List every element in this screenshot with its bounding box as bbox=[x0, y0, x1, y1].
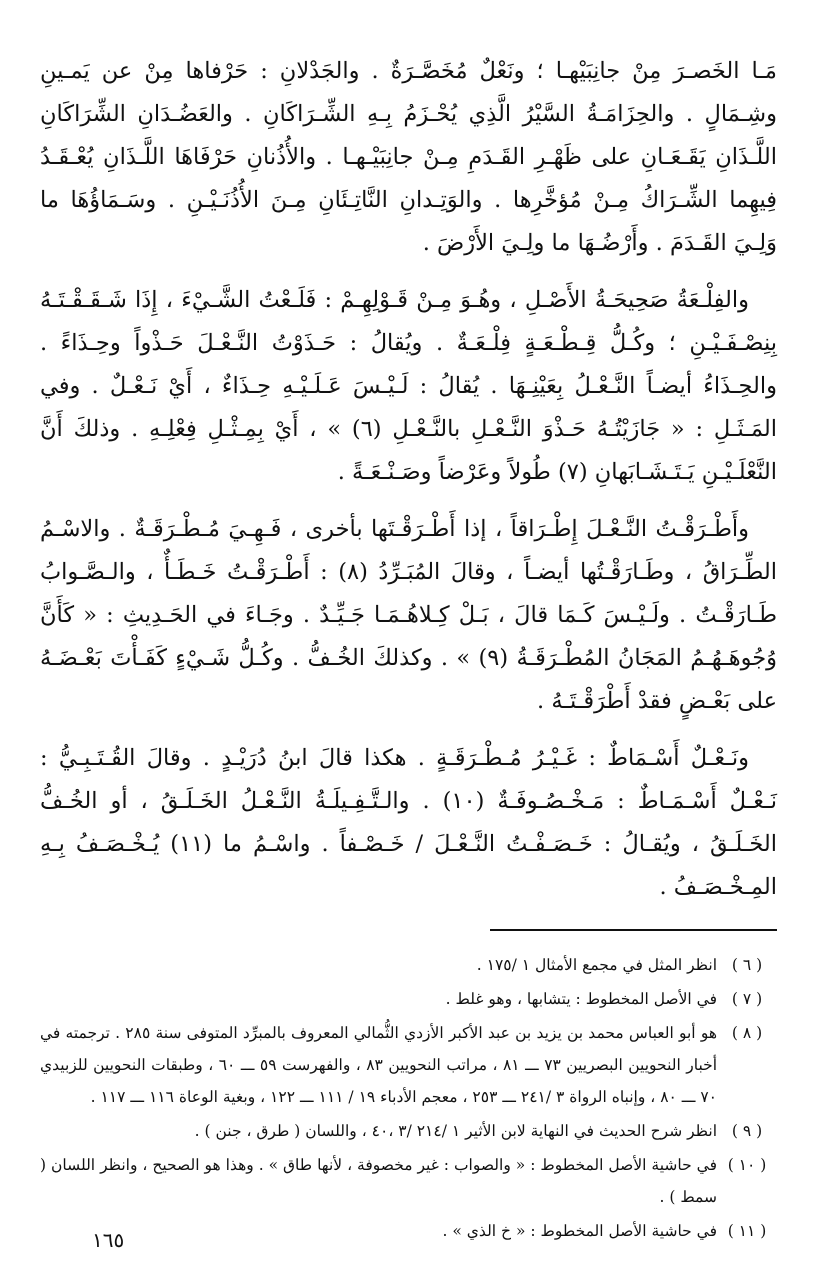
paragraph-3: وأَطْـرَقْـتُ النَّـعْـلَ إِطْـرَاقاً ، إذا أَطْـرَقْـتَها بأخرى ، فَـهِـيَ مُـطْـرَقَـةٌ . والاسْـمُ الطِّـرَاقُ ، وطَـارَقْـتُها أيضـاً ، وقالَ المُبَـرِّدُ (٨) : أَطْـرَقْـتُ خَـطَـأٌ ، والـصَّـوابُ طَـارَقْـتُ . ولَـيْـسَ كَـمَا قالَ ، بَـلْ كِـلاهُـمَـا جَـيِّـدٌ . وجَـاءَ في الحَـدِيثِ : « كَأَنَّ وُجُوهَـهُـمُ المَجَانُ المُطْـرَقَـةُ (٩) » . وكذلكَ الخُـفُّ . وكُـلُّ شَـيْءٍ كَفَـأْتَ بَعْـضَـهُ على بَعْـضٍ فقدْ أَطْرَقْـتَـهُ . bbox=[40, 516, 777, 714]
page-number: ١٦٥ bbox=[92, 1228, 125, 1252]
footnote-number: ( ١٠ ) bbox=[727, 1156, 767, 1174]
footnote bbox=[40, 1149, 777, 1213]
footnote-text: انظر شرح الحديث في النهاية لابن الأثير ١ /٢١٤ /٣ ،٤٠ ، واللسان ( طرق ، جنن ) . bbox=[194, 1122, 717, 1140]
paragraph-4: ونَـعْـلٌ أَسْـمَاطٌ : غَـيْـرُ مُـطْـرَقَـةٍ . هكذا قالَ ابنُ دُرَيْـدٍ . وقالَ القُـتَـبِـيُّ : نَـعْـلٌ أَسْـمَـاطٌ : مَـخْـصُـوفَـةٌ (١٠) . والـتَّـفِـيلَـةُ النَّـعْـلُ الخَـلَـقُ ، أو الخُـفُّ الخَـلَـقُ ، ويُقـالُ : خَـصَـفْـتُ النَّـعْـلَ / خَـصْـفاً . واسْـمُ ما (١١) يُـخْـصَـفُ بِـهِ المِـخْـصَـفُ . bbox=[40, 745, 777, 900]
footnote-number: ( ٧ ) bbox=[731, 990, 763, 1008]
footnote bbox=[40, 983, 777, 1015]
footnote-number: ( ٩ ) bbox=[731, 1122, 763, 1140]
footnotes bbox=[40, 949, 777, 1247]
footnote-number: ( ١١ ) bbox=[727, 1222, 767, 1240]
footnote bbox=[40, 949, 777, 981]
footnote-text: في حاشية الأصل المخطوط : « والصواب : غير مخصوفة ، لأنها طاق » . وهذا هو الصحيح ، وانظر اللسان ( سمط ) . bbox=[40, 1156, 717, 1206]
footnote-number: ( ٦ ) bbox=[731, 956, 763, 974]
footnote bbox=[40, 1215, 777, 1247]
footnote-text: انظر المثل في مجمع الأمثال ١ /١٧٥ . bbox=[476, 956, 717, 974]
main-text bbox=[40, 50, 777, 909]
footnote-number: ( ٨ ) bbox=[731, 1024, 763, 1042]
footnote-text: في حاشية الأصل المخطوط : « خ الذي » . bbox=[442, 1222, 717, 1240]
paragraph-2: والفِلْـعَةُ صَحِيحَـةُ الأَصْـلِ ، وهُـوَ مِـنْ قَـوْلِهِـمْ : فَلَـعْتُ الشَّـيْءَ ، إِذَا شَـقَـقْـتَـهُ بِنِصْـفَـيْـنِ ؛ وكُـلُّ قِـطْـعَـةٍ فِلْـعَـةٌ . ويُقالُ : حَـذَوْتُ النَّـعْـلَ حَـذْواً وحِـذَاءً . والحِـذَاءُ أيضـاً النَّـعْـلُ بِعَيْنِـهَا . يُقالُ : لَـيْـسَ عَـلَـيْـهِ حِـذَاءٌ ، أَيْ نَـعْـلٌ . وفي المَـثَـلِ : « جَازَيْتُـهُ حَـذْوَ النَّـعْـلِ بالنَّـعْـلِ (٦) » ، أَيْ بِمِـثْـلِ فِعْلِـهِ . وذلكَ أَنَّ النَّعْلَـيْـنِ يَـتَـشَـابَهانِ (٧) طُولاً وعَرْضاً وصَـنْـعَـةً . bbox=[40, 287, 777, 485]
footnote bbox=[40, 1115, 777, 1147]
footnote-divider bbox=[490, 929, 777, 931]
paragraph-1: مَـا الخَصـرَ مِنْ جانِبَيْهـا ؛ ونَعْلٌ مُخَصَّـرَةٌ . والجَدْلانِ : حَرْفاها مِنْ عن يَمـينِ وشِـمَالٍ . والحِزَامَـةُ السَّيْرُ الَّذِي يُحْـزَمُ بِـهِ الشِّـرَاكَانِ . والعَضُـدَانِ الشِّرَاكَانِ اللَّـذَانِ يَقَـعَـانِ على ظَهْـرِ القَـدَمِ مِـنْ جانِبَيْـهـا . والأُذُنانِ حَرْفَاهَا اللَّـذَانِ يُعْـقَـدُ فِيهِما الشِّـرَاكُ مِـنْ مُؤخَّرِها . والوَتِـدانِ النَّاتِـئَانِ مِـنَ الأُذُنَـيْـنِ . وسَـمَاؤُهَا ما وَلِـيَ القَـدَمَ . وأَرْضُـهَا ما ولِـيَ الأَرْضَ . bbox=[40, 58, 777, 256]
footnote bbox=[40, 1017, 777, 1113]
footnote-text: هو أبو العباس محمد بن يزيد بن عبد الأكبر الأزدي الثُّمالي المعروف بالمبرِّد المتوفى سنة ٢٨٥ . ترجمته في أخبار النحويين البصريين ٧٣ ـــ ٨١ ، مراتب النحويين ٨٣ ، والفهرست ٥٩ ـــ ٦٠ ، وطبقات النحويين للزبيدي ٧٠ ـــ ٨٠ ، وإنباه الرواة ٣ /٢٤١ ـــ ٢٥٣ ، معجم الأدباء ١٩ / ١١١ ـــ ١٢٢ ، وبغية الوعاة ١١٦ ـــ ١١٧ . bbox=[40, 1024, 718, 1106]
footnote-text: في الأصل المخطوط : يتشابها ، وهو غلط . bbox=[445, 990, 717, 1008]
